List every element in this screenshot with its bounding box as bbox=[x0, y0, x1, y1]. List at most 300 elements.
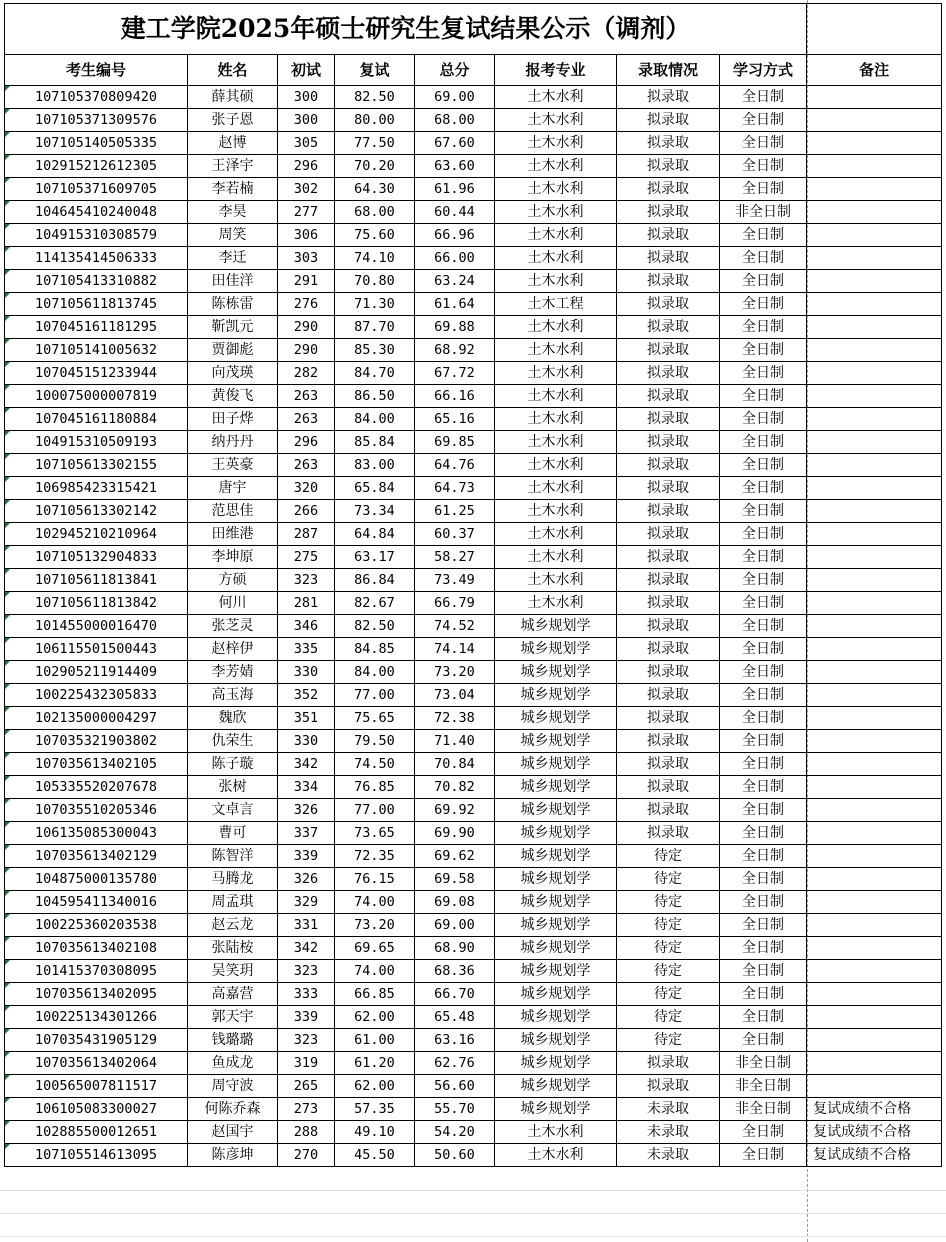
cell-study-mode[interactable]: 全日制 bbox=[720, 224, 807, 247]
cell-study-mode[interactable]: 全日制 bbox=[720, 937, 807, 960]
cell-exam-id[interactable]: 107035510205346 bbox=[5, 799, 188, 822]
cell-initial-score[interactable]: 296 bbox=[278, 155, 335, 178]
cell-remarks[interactable] bbox=[807, 270, 942, 293]
cell-exam-id[interactable]: 104645410240048 bbox=[5, 201, 188, 224]
cell-admission[interactable]: 未录取 bbox=[617, 1098, 720, 1121]
cell-remarks[interactable] bbox=[807, 983, 942, 1006]
cell-retest-score[interactable]: 84.70 bbox=[335, 362, 415, 385]
cell-remarks[interactable] bbox=[807, 1006, 942, 1029]
cell-major[interactable]: 土木水利 bbox=[495, 109, 617, 132]
cell-admission[interactable]: 拟录取 bbox=[617, 431, 720, 454]
cell-total-score[interactable]: 66.16 bbox=[415, 385, 495, 408]
cell-study-mode[interactable]: 全日制 bbox=[720, 822, 807, 845]
cell-total-score[interactable]: 61.64 bbox=[415, 293, 495, 316]
cell-total-score[interactable]: 69.58 bbox=[415, 868, 495, 891]
cell-name[interactable]: 周守波 bbox=[188, 1075, 278, 1098]
cell-retest-score[interactable]: 72.35 bbox=[335, 845, 415, 868]
cell-total-score[interactable]: 55.70 bbox=[415, 1098, 495, 1121]
cell-study-mode[interactable]: 全日制 bbox=[720, 500, 807, 523]
cell-admission[interactable]: 拟录取 bbox=[617, 523, 720, 546]
cell-initial-score[interactable]: 339 bbox=[278, 845, 335, 868]
cell-major[interactable]: 土木水利 bbox=[495, 477, 617, 500]
cell-admission[interactable]: 拟录取 bbox=[617, 86, 720, 109]
cell-initial-score[interactable]: 300 bbox=[278, 86, 335, 109]
cell-name[interactable]: 陈栋雷 bbox=[188, 293, 278, 316]
cell-study-mode[interactable]: 全日制 bbox=[720, 638, 807, 661]
cell-initial-score[interactable]: 326 bbox=[278, 868, 335, 891]
cell-initial-score[interactable]: 263 bbox=[278, 454, 335, 477]
cell-study-mode[interactable]: 全日制 bbox=[720, 247, 807, 270]
cell-total-score[interactable]: 69.00 bbox=[415, 86, 495, 109]
cell-initial-score[interactable]: 276 bbox=[278, 293, 335, 316]
cell-retest-score[interactable]: 62.00 bbox=[335, 1075, 415, 1098]
cell-initial-score[interactable]: 352 bbox=[278, 684, 335, 707]
cell-retest-score[interactable]: 74.50 bbox=[335, 753, 415, 776]
cell-retest-score[interactable]: 82.50 bbox=[335, 615, 415, 638]
cell-total-score[interactable]: 69.85 bbox=[415, 431, 495, 454]
cell-retest-score[interactable]: 74.00 bbox=[335, 891, 415, 914]
cell-major[interactable]: 土木水利 bbox=[495, 132, 617, 155]
cell-name[interactable]: 范思佳 bbox=[188, 500, 278, 523]
cell-study-mode[interactable]: 全日制 bbox=[720, 615, 807, 638]
cell-initial-score[interactable]: 326 bbox=[278, 799, 335, 822]
cell-major[interactable]: 城乡规划学 bbox=[495, 983, 617, 1006]
cell-retest-score[interactable]: 63.17 bbox=[335, 546, 415, 569]
cell-total-score[interactable]: 67.72 bbox=[415, 362, 495, 385]
cell-name[interactable]: 仇荣生 bbox=[188, 730, 278, 753]
cell-initial-score[interactable]: 331 bbox=[278, 914, 335, 937]
cell-initial-score[interactable]: 351 bbox=[278, 707, 335, 730]
cell-retest-score[interactable]: 68.00 bbox=[335, 201, 415, 224]
cell-exam-id[interactable]: 107035613402129 bbox=[5, 845, 188, 868]
cell-major[interactable]: 土木水利 bbox=[495, 385, 617, 408]
cell-exam-id[interactable]: 106985423315421 bbox=[5, 477, 188, 500]
cell-major[interactable]: 土木水利 bbox=[495, 362, 617, 385]
cell-admission[interactable]: 拟录取 bbox=[617, 799, 720, 822]
cell-exam-id[interactable]: 101455000016470 bbox=[5, 615, 188, 638]
cell-retest-score[interactable]: 87.70 bbox=[335, 316, 415, 339]
cell-admission[interactable]: 拟录取 bbox=[617, 638, 720, 661]
cell-major[interactable]: 土木水利 bbox=[495, 500, 617, 523]
cell-exam-id[interactable]: 104875000135780 bbox=[5, 868, 188, 891]
header-study-mode[interactable]: 学习方式 bbox=[720, 55, 807, 86]
cell-major[interactable]: 土木水利 bbox=[495, 247, 617, 270]
cell-exam-id[interactable]: 106135085300043 bbox=[5, 822, 188, 845]
cell-exam-id[interactable]: 101415370308095 bbox=[5, 960, 188, 983]
cell-total-score[interactable]: 54.20 bbox=[415, 1121, 495, 1144]
cell-remarks[interactable] bbox=[807, 661, 942, 684]
cell-total-score[interactable]: 74.52 bbox=[415, 615, 495, 638]
cell-name[interactable]: 魏欣 bbox=[188, 707, 278, 730]
cell-remarks[interactable]: 复试成绩不合格 bbox=[807, 1144, 942, 1167]
cell-remarks[interactable] bbox=[807, 132, 942, 155]
cell-total-score[interactable]: 71.40 bbox=[415, 730, 495, 753]
cell-retest-score[interactable]: 80.00 bbox=[335, 109, 415, 132]
cell-name[interactable]: 曹可 bbox=[188, 822, 278, 845]
cell-name[interactable]: 唐宇 bbox=[188, 477, 278, 500]
cell-major[interactable]: 土木水利 bbox=[495, 86, 617, 109]
cell-retest-score[interactable]: 86.50 bbox=[335, 385, 415, 408]
cell-remarks[interactable] bbox=[807, 454, 942, 477]
cell-study-mode[interactable]: 非全日制 bbox=[720, 1075, 807, 1098]
cell-exam-id[interactable]: 106105083300027 bbox=[5, 1098, 188, 1121]
cell-total-score[interactable]: 58.27 bbox=[415, 546, 495, 569]
cell-initial-score[interactable]: 334 bbox=[278, 776, 335, 799]
cell-name[interactable]: 靳凯元 bbox=[188, 316, 278, 339]
cell-retest-score[interactable]: 77.00 bbox=[335, 684, 415, 707]
cell-remarks[interactable] bbox=[807, 730, 942, 753]
cell-initial-score[interactable]: 335 bbox=[278, 638, 335, 661]
cell-exam-id[interactable]: 102915212612305 bbox=[5, 155, 188, 178]
cell-major[interactable]: 土木水利 bbox=[495, 339, 617, 362]
cell-initial-score[interactable]: 282 bbox=[278, 362, 335, 385]
cell-remarks[interactable] bbox=[807, 1029, 942, 1052]
cell-exam-id[interactable]: 107035613402095 bbox=[5, 983, 188, 1006]
cell-major[interactable]: 土木水利 bbox=[495, 569, 617, 592]
cell-total-score[interactable]: 69.92 bbox=[415, 799, 495, 822]
cell-exam-id[interactable]: 107035613402108 bbox=[5, 937, 188, 960]
cell-initial-score[interactable]: 263 bbox=[278, 385, 335, 408]
cell-exam-id[interactable]: 107105413310882 bbox=[5, 270, 188, 293]
cell-name[interactable]: 赵博 bbox=[188, 132, 278, 155]
cell-study-mode[interactable]: 全日制 bbox=[720, 1029, 807, 1052]
cell-retest-score[interactable]: 57.35 bbox=[335, 1098, 415, 1121]
cell-remarks[interactable] bbox=[807, 362, 942, 385]
cell-remarks[interactable] bbox=[807, 638, 942, 661]
cell-study-mode[interactable]: 全日制 bbox=[720, 983, 807, 1006]
cell-major[interactable]: 城乡规划学 bbox=[495, 1098, 617, 1121]
cell-name[interactable]: 方硕 bbox=[188, 569, 278, 592]
cell-admission[interactable]: 拟录取 bbox=[617, 661, 720, 684]
cell-remarks[interactable] bbox=[807, 569, 942, 592]
cell-initial-score[interactable]: 329 bbox=[278, 891, 335, 914]
cell-name[interactable]: 郭天宇 bbox=[188, 1006, 278, 1029]
cell-remarks[interactable] bbox=[807, 1075, 942, 1098]
cell-name[interactable]: 高玉海 bbox=[188, 684, 278, 707]
cell-total-score[interactable]: 69.08 bbox=[415, 891, 495, 914]
cell-admission[interactable]: 拟录取 bbox=[617, 293, 720, 316]
cell-admission[interactable]: 待定 bbox=[617, 891, 720, 914]
cell-remarks[interactable]: 复试成绩不合格 bbox=[807, 1121, 942, 1144]
cell-name[interactable]: 赵国宇 bbox=[188, 1121, 278, 1144]
cell-admission[interactable]: 待定 bbox=[617, 1006, 720, 1029]
cell-name[interactable]: 田佳洋 bbox=[188, 270, 278, 293]
cell-major[interactable]: 城乡规划学 bbox=[495, 822, 617, 845]
cell-admission[interactable]: 拟录取 bbox=[617, 615, 720, 638]
cell-initial-score[interactable]: 290 bbox=[278, 316, 335, 339]
cell-major[interactable]: 土木水利 bbox=[495, 178, 617, 201]
cell-admission[interactable]: 待定 bbox=[617, 1029, 720, 1052]
cell-remarks[interactable] bbox=[807, 914, 942, 937]
cell-total-score[interactable]: 73.20 bbox=[415, 661, 495, 684]
cell-retest-score[interactable]: 73.34 bbox=[335, 500, 415, 523]
cell-remarks[interactable] bbox=[807, 937, 942, 960]
cell-study-mode[interactable]: 全日制 bbox=[720, 776, 807, 799]
cell-major[interactable]: 城乡规划学 bbox=[495, 891, 617, 914]
cell-admission[interactable]: 拟录取 bbox=[617, 201, 720, 224]
cell-initial-score[interactable]: 296 bbox=[278, 431, 335, 454]
cell-name[interactable]: 田子烨 bbox=[188, 408, 278, 431]
cell-study-mode[interactable]: 全日制 bbox=[720, 661, 807, 684]
cell-initial-score[interactable]: 270 bbox=[278, 1144, 335, 1167]
cell-retest-score[interactable]: 84.00 bbox=[335, 661, 415, 684]
cell-exam-id[interactable]: 102905211914409 bbox=[5, 661, 188, 684]
cell-name[interactable]: 何川 bbox=[188, 592, 278, 615]
cell-initial-score[interactable]: 330 bbox=[278, 661, 335, 684]
cell-exam-id[interactable]: 107045151233944 bbox=[5, 362, 188, 385]
cell-admission[interactable]: 拟录取 bbox=[617, 822, 720, 845]
cell-total-score[interactable]: 56.60 bbox=[415, 1075, 495, 1098]
cell-admission[interactable]: 待定 bbox=[617, 914, 720, 937]
cell-name[interactable]: 田维港 bbox=[188, 523, 278, 546]
cell-study-mode[interactable]: 全日制 bbox=[720, 454, 807, 477]
cell-total-score[interactable]: 68.00 bbox=[415, 109, 495, 132]
cell-major[interactable]: 城乡规划学 bbox=[495, 1006, 617, 1029]
cell-total-score[interactable]: 74.14 bbox=[415, 638, 495, 661]
cell-admission[interactable]: 未录取 bbox=[617, 1121, 720, 1144]
cell-total-score[interactable]: 61.25 bbox=[415, 500, 495, 523]
cell-study-mode[interactable]: 全日制 bbox=[720, 569, 807, 592]
cell-total-score[interactable]: 72.38 bbox=[415, 707, 495, 730]
cell-exam-id[interactable]: 107035613402105 bbox=[5, 753, 188, 776]
cell-study-mode[interactable]: 全日制 bbox=[720, 270, 807, 293]
cell-initial-score[interactable]: 346 bbox=[278, 615, 335, 638]
header-total-score[interactable]: 总分 bbox=[415, 55, 495, 86]
cell-study-mode[interactable]: 全日制 bbox=[720, 1121, 807, 1144]
header-retest-score[interactable]: 复试 bbox=[335, 55, 415, 86]
cell-admission[interactable]: 拟录取 bbox=[617, 1052, 720, 1075]
header-major[interactable]: 报考专业 bbox=[495, 55, 617, 86]
cell-study-mode[interactable]: 全日制 bbox=[720, 178, 807, 201]
cell-study-mode[interactable]: 全日制 bbox=[720, 316, 807, 339]
header-remarks[interactable]: 备注 bbox=[807, 55, 942, 86]
cell-major[interactable]: 城乡规划学 bbox=[495, 1075, 617, 1098]
cell-exam-id[interactable]: 102885500012651 bbox=[5, 1121, 188, 1144]
cell-retest-score[interactable]: 49.10 bbox=[335, 1121, 415, 1144]
cell-study-mode[interactable]: 全日制 bbox=[720, 1006, 807, 1029]
cell-major[interactable]: 城乡规划学 bbox=[495, 615, 617, 638]
cell-name[interactable]: 鱼成龙 bbox=[188, 1052, 278, 1075]
cell-remarks[interactable] bbox=[807, 477, 942, 500]
cell-retest-score[interactable]: 84.00 bbox=[335, 408, 415, 431]
cell-name[interactable]: 贾御彪 bbox=[188, 339, 278, 362]
cell-admission[interactable]: 待定 bbox=[617, 868, 720, 891]
cell-study-mode[interactable]: 全日制 bbox=[720, 799, 807, 822]
cell-study-mode[interactable]: 非全日制 bbox=[720, 201, 807, 224]
cell-admission[interactable]: 拟录取 bbox=[617, 224, 720, 247]
cell-name[interactable]: 张陆桉 bbox=[188, 937, 278, 960]
cell-name[interactable]: 赵云龙 bbox=[188, 914, 278, 937]
cell-study-mode[interactable]: 非全日制 bbox=[720, 1098, 807, 1121]
cell-study-mode[interactable]: 全日制 bbox=[720, 592, 807, 615]
cell-exam-id[interactable]: 107035321903802 bbox=[5, 730, 188, 753]
cell-initial-score[interactable]: 302 bbox=[278, 178, 335, 201]
cell-admission[interactable]: 待定 bbox=[617, 983, 720, 1006]
cell-major[interactable]: 土木水利 bbox=[495, 454, 617, 477]
cell-name[interactable]: 陈彦坤 bbox=[188, 1144, 278, 1167]
cell-major[interactable]: 城乡规划学 bbox=[495, 868, 617, 891]
cell-name[interactable]: 张树 bbox=[188, 776, 278, 799]
cell-name[interactable]: 李芳婧 bbox=[188, 661, 278, 684]
cell-remarks[interactable] bbox=[807, 408, 942, 431]
cell-initial-score[interactable]: 333 bbox=[278, 983, 335, 1006]
cell-remarks[interactable] bbox=[807, 891, 942, 914]
cell-study-mode[interactable]: 全日制 bbox=[720, 339, 807, 362]
cell-initial-score[interactable]: 342 bbox=[278, 753, 335, 776]
cell-admission[interactable]: 拟录取 bbox=[617, 707, 720, 730]
cell-remarks[interactable] bbox=[807, 707, 942, 730]
cell-retest-score[interactable]: 73.65 bbox=[335, 822, 415, 845]
cell-remarks[interactable] bbox=[807, 523, 942, 546]
cell-initial-score[interactable]: 266 bbox=[278, 500, 335, 523]
cell-total-score[interactable]: 67.60 bbox=[415, 132, 495, 155]
cell-name[interactable]: 王英豪 bbox=[188, 454, 278, 477]
cell-major[interactable]: 土木水利 bbox=[495, 316, 617, 339]
cell-name[interactable]: 文卓言 bbox=[188, 799, 278, 822]
cell-remarks[interactable] bbox=[807, 385, 942, 408]
cell-retest-score[interactable]: 75.60 bbox=[335, 224, 415, 247]
cell-total-score[interactable]: 69.90 bbox=[415, 822, 495, 845]
cell-retest-score[interactable]: 76.15 bbox=[335, 868, 415, 891]
cell-major[interactable]: 城乡规划学 bbox=[495, 753, 617, 776]
cell-retest-score[interactable]: 79.50 bbox=[335, 730, 415, 753]
cell-major[interactable]: 土木水利 bbox=[495, 546, 617, 569]
cell-admission[interactable]: 拟录取 bbox=[617, 569, 720, 592]
cell-name[interactable]: 何陈乔森 bbox=[188, 1098, 278, 1121]
cell-admission[interactable]: 拟录取 bbox=[617, 132, 720, 155]
cell-remarks[interactable] bbox=[807, 247, 942, 270]
cell-major[interactable]: 土木水利 bbox=[495, 523, 617, 546]
cell-major[interactable]: 土木水利 bbox=[495, 408, 617, 431]
cell-exam-id[interactable]: 114135414506333 bbox=[5, 247, 188, 270]
cell-remarks[interactable] bbox=[807, 431, 942, 454]
cell-study-mode[interactable]: 全日制 bbox=[720, 293, 807, 316]
cell-retest-score[interactable]: 73.20 bbox=[335, 914, 415, 937]
cell-study-mode[interactable]: 全日制 bbox=[720, 730, 807, 753]
cell-study-mode[interactable]: 全日制 bbox=[720, 385, 807, 408]
cell-initial-score[interactable]: 303 bbox=[278, 247, 335, 270]
cell-major[interactable]: 土木水利 bbox=[495, 270, 617, 293]
cell-remarks[interactable]: 复试成绩不合格 bbox=[807, 1098, 942, 1121]
cell-initial-score[interactable]: 287 bbox=[278, 523, 335, 546]
cell-exam-id[interactable]: 107045161181295 bbox=[5, 316, 188, 339]
cell-initial-score[interactable]: 300 bbox=[278, 109, 335, 132]
cell-major[interactable]: 城乡规划学 bbox=[495, 707, 617, 730]
cell-total-score[interactable]: 66.00 bbox=[415, 247, 495, 270]
cell-exam-id[interactable]: 105335520207678 bbox=[5, 776, 188, 799]
cell-remarks[interactable] bbox=[807, 799, 942, 822]
cell-exam-id[interactable]: 100225134301266 bbox=[5, 1006, 188, 1029]
cell-name[interactable]: 钱璐璐 bbox=[188, 1029, 278, 1052]
cell-admission[interactable]: 拟录取 bbox=[617, 776, 720, 799]
cell-exam-id[interactable]: 104915310308579 bbox=[5, 224, 188, 247]
cell-initial-score[interactable]: 323 bbox=[278, 569, 335, 592]
cell-remarks[interactable] bbox=[807, 109, 942, 132]
cell-exam-id[interactable]: 107035431905129 bbox=[5, 1029, 188, 1052]
cell-exam-id[interactable]: 107035613402064 bbox=[5, 1052, 188, 1075]
cell-initial-score[interactable]: 281 bbox=[278, 592, 335, 615]
cell-admission[interactable]: 拟录取 bbox=[617, 730, 720, 753]
cell-remarks[interactable] bbox=[807, 201, 942, 224]
cell-admission[interactable]: 拟录取 bbox=[617, 109, 720, 132]
cell-study-mode[interactable]: 全日制 bbox=[720, 891, 807, 914]
cell-study-mode[interactable]: 全日制 bbox=[720, 132, 807, 155]
cell-remarks[interactable] bbox=[807, 615, 942, 638]
cell-exam-id[interactable]: 107105613302142 bbox=[5, 500, 188, 523]
cell-remarks[interactable] bbox=[807, 960, 942, 983]
cell-admission[interactable]: 拟录取 bbox=[617, 247, 720, 270]
cell-remarks[interactable] bbox=[807, 339, 942, 362]
cell-study-mode[interactable]: 全日制 bbox=[720, 753, 807, 776]
cell-remarks[interactable] bbox=[807, 155, 942, 178]
cell-major[interactable]: 城乡规划学 bbox=[495, 776, 617, 799]
cell-exam-id[interactable]: 104595411340016 bbox=[5, 891, 188, 914]
cell-exam-id[interactable]: 107105514613095 bbox=[5, 1144, 188, 1167]
cell-exam-id[interactable]: 107105611813841 bbox=[5, 569, 188, 592]
cell-initial-score[interactable]: 337 bbox=[278, 822, 335, 845]
cell-name[interactable]: 周笑 bbox=[188, 224, 278, 247]
cell-retest-score[interactable]: 70.80 bbox=[335, 270, 415, 293]
cell-total-score[interactable]: 66.79 bbox=[415, 592, 495, 615]
cell-total-score[interactable]: 69.88 bbox=[415, 316, 495, 339]
cell-exam-id[interactable]: 100225432305833 bbox=[5, 684, 188, 707]
cell-exam-id[interactable]: 100565007811517 bbox=[5, 1075, 188, 1098]
cell-total-score[interactable]: 69.00 bbox=[415, 914, 495, 937]
cell-initial-score[interactable]: 342 bbox=[278, 937, 335, 960]
cell-initial-score[interactable]: 305 bbox=[278, 132, 335, 155]
cell-exam-id[interactable]: 102135000004297 bbox=[5, 707, 188, 730]
cell-name[interactable]: 周孟琪 bbox=[188, 891, 278, 914]
cell-retest-score[interactable]: 70.20 bbox=[335, 155, 415, 178]
cell-major[interactable]: 土木水利 bbox=[495, 155, 617, 178]
cell-remarks[interactable] bbox=[807, 684, 942, 707]
cell-admission[interactable]: 拟录取 bbox=[617, 155, 720, 178]
cell-total-score[interactable]: 60.44 bbox=[415, 201, 495, 224]
cell-name[interactable]: 张子恩 bbox=[188, 109, 278, 132]
cell-remarks[interactable] bbox=[807, 500, 942, 523]
cell-admission[interactable]: 拟录取 bbox=[617, 385, 720, 408]
cell-initial-score[interactable]: 323 bbox=[278, 960, 335, 983]
cell-exam-id[interactable]: 107105371609705 bbox=[5, 178, 188, 201]
cell-remarks[interactable] bbox=[807, 1052, 942, 1075]
cell-initial-score[interactable]: 323 bbox=[278, 1029, 335, 1052]
cell-admission[interactable]: 拟录取 bbox=[617, 316, 720, 339]
cell-study-mode[interactable]: 全日制 bbox=[720, 1144, 807, 1167]
cell-exam-id[interactable]: 106115501500443 bbox=[5, 638, 188, 661]
cell-initial-score[interactable]: 291 bbox=[278, 270, 335, 293]
cell-study-mode[interactable]: 全日制 bbox=[720, 155, 807, 178]
cell-retest-score[interactable]: 74.10 bbox=[335, 247, 415, 270]
cell-admission[interactable]: 拟录取 bbox=[617, 270, 720, 293]
cell-retest-score[interactable]: 62.00 bbox=[335, 1006, 415, 1029]
cell-retest-score[interactable]: 82.67 bbox=[335, 592, 415, 615]
cell-remarks[interactable] bbox=[807, 178, 942, 201]
cell-name[interactable]: 陈智洋 bbox=[188, 845, 278, 868]
cell-retest-score[interactable]: 64.30 bbox=[335, 178, 415, 201]
cell-name[interactable]: 李昊 bbox=[188, 201, 278, 224]
cell-total-score[interactable]: 66.70 bbox=[415, 983, 495, 1006]
cell-total-score[interactable]: 64.76 bbox=[415, 454, 495, 477]
cell-study-mode[interactable]: 全日制 bbox=[720, 477, 807, 500]
cell-remarks[interactable] bbox=[807, 592, 942, 615]
cell-study-mode[interactable]: 全日制 bbox=[720, 86, 807, 109]
cell-exam-id[interactable]: 107105611813842 bbox=[5, 592, 188, 615]
cell-major[interactable]: 土木水利 bbox=[495, 592, 617, 615]
cell-initial-score[interactable]: 288 bbox=[278, 1121, 335, 1144]
cell-name[interactable]: 纳丹丹 bbox=[188, 431, 278, 454]
cell-exam-id[interactable]: 107105141005632 bbox=[5, 339, 188, 362]
cell-total-score[interactable]: 65.48 bbox=[415, 1006, 495, 1029]
